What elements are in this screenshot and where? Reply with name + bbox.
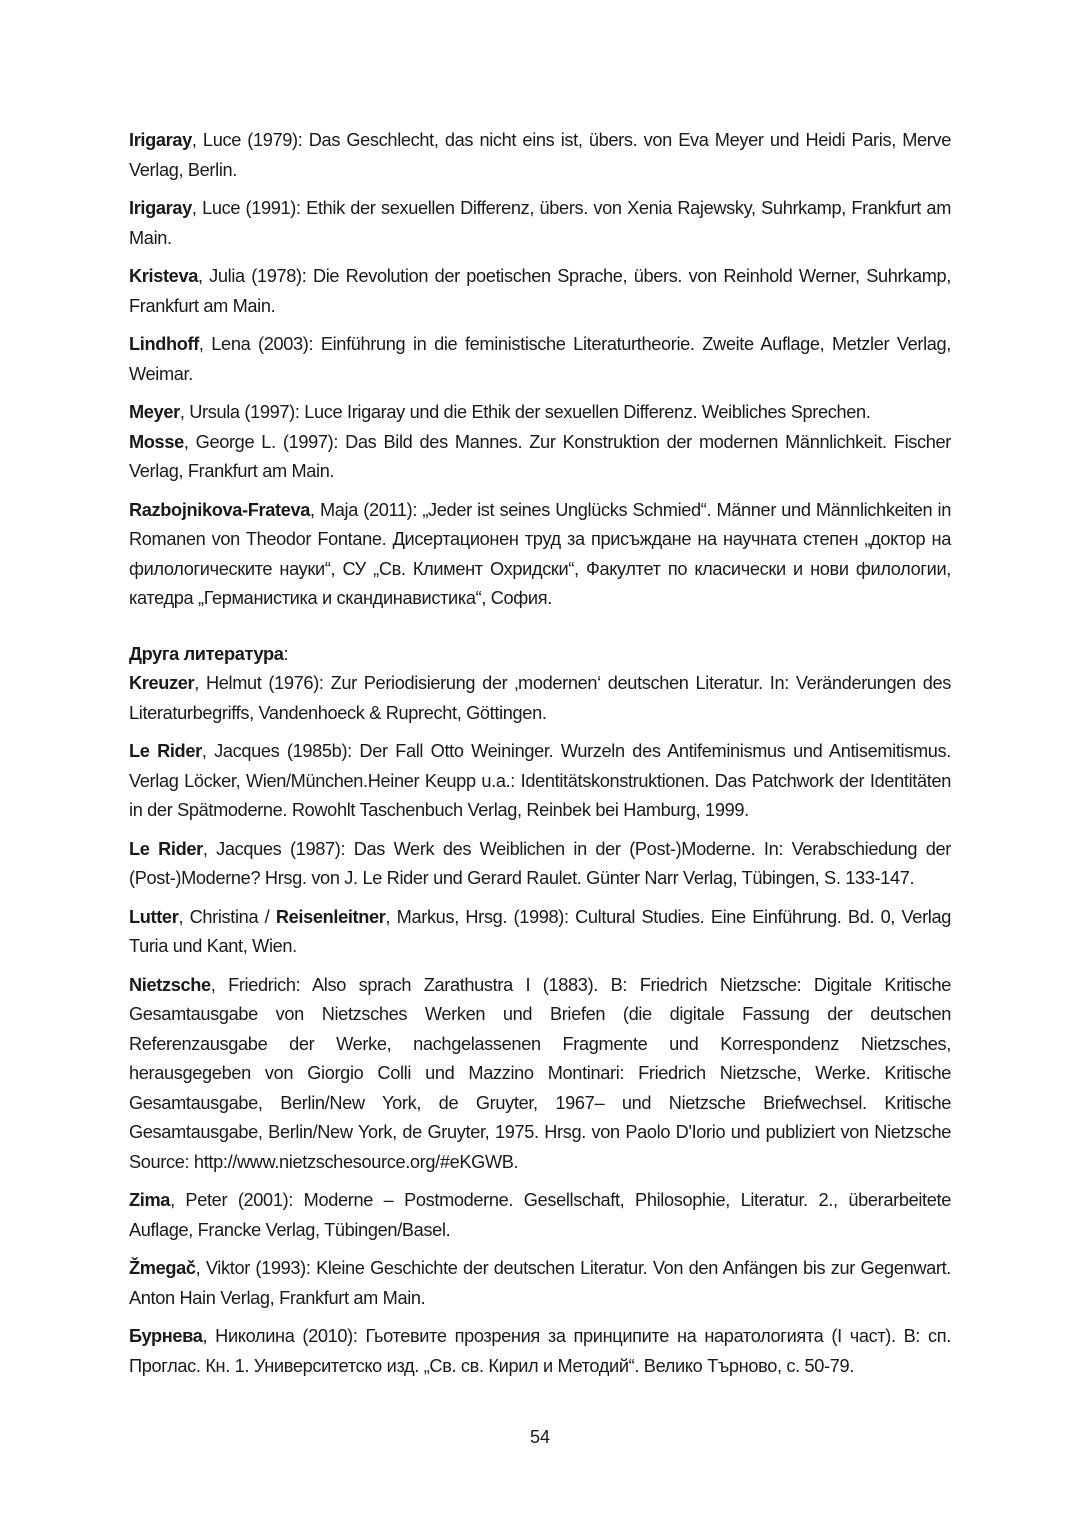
bib-text: , Friedrich: Also sprach Zarathustra I (1883). B: Friedrich Nietzsche: Digitale Kritische Gesamtausgabe von Nietzsches Werken und Briefen (die digitale Fassung der deutschen Referenzausgabe der Werke, nachgelassenen Fragmente und Korrespondenz Nietzsches, herausgegeben von Giorgio Colli und Mazzino Montinari: Friedrich Nietzsche, Werke. Kritische Gesamtausgabe, Berlin/New York, de Gruyter, 1967– und Nietzsche Briefwechsel. Kritische Gesamtausgabe, Berlin/New York, de Gruyter, 1975. Hrsg. von Paolo D'Iorio und publiziert von Nietzsche Source: http://www.nietzschesource.org/#eKGWB.: [129, 974, 951, 1172]
bib-entry-razbojnikova-2011: [129, 496, 951, 614]
bib-author: Бурнева: [129, 1326, 203, 1346]
bib-text: , Jacques (1985b): Der Fall Otto Weininger. Wurzeln des Antifeminismus und Antisemitismus. Verlag Löcker, Wien/München.Heiner Keupp u.a.: Identitätskonstruktionen. Das Patchwork der Identitäten in der Spätmoderne. Rowohlt Taschenbuch Verlag, Reinbek bei Hamburg, 1999.: [129, 741, 952, 820]
bib-entry-kreuzer-1976: [129, 669, 951, 728]
bib-entry-burneva-2010: [129, 1322, 951, 1381]
bib-author: Lutter: [129, 906, 179, 927]
section-heading-other-literature: [129, 640, 951, 670]
bib-author: Le Rider: [129, 741, 202, 761]
bib-author: Zima: [129, 1190, 171, 1210]
bib-text: , Lena (2003): Einführung in die feministische Literaturtheorie. Zweite Auflage, Metzler Verlag, Weimar.: [129, 334, 951, 384]
bib-entry-nietzsche-1883: [129, 971, 951, 1178]
bib-text: , Luce (1979): Das Geschlecht, das nicht eins ist, übers. von Eva Meyer und Heidi Paris, Merve Verlag, Berlin.: [129, 130, 951, 180]
bib-entry-kristeva-1978: [129, 262, 951, 321]
bib-text: , George L. (1997): Das Bild des Mannes. Zur Konstruktion der modernen Männlichkeit. Fischer Verlag, Frankfurt am Main.: [129, 431, 951, 481]
bib-entry-mosse-1997: [129, 428, 951, 487]
bib-text: , Julia (1978): Die Revolution der poetischen Sprache, übers. von Reinhold Werner, Suhrkamp, Frankfurt am Main.: [129, 266, 951, 316]
bib-author: Le Rider: [129, 838, 203, 859]
bib-author: Nietzsche: [129, 974, 211, 995]
bib-entry-zmegac-1993: [129, 1254, 951, 1313]
bib-entry-irigaray-1991: [129, 194, 951, 253]
bib-text: , Maja (2011): „Jeder ist seines Unglücks Schmied“. Männer und Männlichkeiten in Romanen von Theodor Fontane. Дисертационен труд за присъждане на научната степен „доктор на филологическите науки“, СУ „Св. Климент Охридски“, Факултет по класически и нови филологии, катедра „Германистика и скандинавистика“, София.: [129, 499, 951, 608]
bib-author: Mosse: [129, 431, 184, 452]
section-heading-title: Друга литература: [129, 643, 284, 664]
bib-text: , Peter (2001): Moderne – Postmoderne. Gesellschaft, Philosophie, Literatur. 2., überarbeitete Auflage, Francke Verlag, Tübingen/Basel.: [129, 1190, 951, 1240]
bib-author: Irigaray: [129, 130, 192, 150]
bib-author: Žmegač: [129, 1258, 196, 1278]
bib-entry-lutter-1998: [129, 903, 951, 962]
bibliography-page: [129, 126, 951, 1390]
bib-author: Meyer: [129, 402, 180, 422]
bib-author: Kristeva: [129, 266, 198, 286]
bib-author: Lindhoff: [129, 334, 199, 354]
bib-entry-lerider-1985b: [129, 737, 951, 826]
bib-entry-zima-2001: [129, 1186, 951, 1245]
page-number: 54: [529, 1427, 551, 1447]
bib-text: , Viktor (1993): Kleine Geschichte der deutschen Literatur. Von den Anfängen bis zur Gegenwart. Anton Hain Verlag, Frankfurt am Main.: [129, 1258, 951, 1308]
bib-text: , Николина (2010): Гьотевите прозрения за принципите на наратологията (I част). В: сп. Проглас. Кн. 1. Университетско изд. „Св. св. Кирил и Методий“. Велико Търново, с. 50-79.: [129, 1326, 951, 1376]
bib-text: , Luce (1991): Ethik der sexuellen Differenz, übers. von Xenia Rajewsky, Suhrkamp, Frankfurt am Main.: [129, 198, 951, 248]
bib-author: Kreuzer: [129, 673, 195, 693]
bib-author-second: Reisenleitner: [275, 906, 386, 927]
bib-entry-irigaray-1979: [129, 126, 951, 185]
bib-entry-meyer-1997: [129, 398, 951, 428]
bib-text: , Helmut (1976): Zur Periodisierung der ‚modernen‘ deutschen Literatur. In: Veränderungen des Literaturbegriffs, Vandenhoeck & Ruprecht, Göttingen.: [129, 673, 951, 723]
bib-author: Razbojnikova-Frateva: [129, 499, 310, 520]
bib-entry-lerider-1987: [129, 835, 951, 894]
bib-entry-lindhoff-2003: [129, 330, 951, 389]
bib-text: , Jacques (1987): Das Werk des Weiblichen in der (Post-)Moderne. In: Verabschiedung der (Post-)Moderne? Hrsg. von J. Le Rider und Gerard Raulet. Günter Narr Verlag, Tübingen, S. 133-147.: [129, 838, 952, 888]
section-heading-suffix: :: [283, 643, 289, 664]
bib-text: , Ursula (1997): Luce Irigaray und die Ethik der sexuellen Differenz. Weibliches Sprechen.: [179, 402, 871, 422]
bib-text: , Markus, Hrsg. (1998): Cultural Studies. Eine Einführung. Bd. 0, Verlag Turia und Kant, Wien.: [129, 906, 951, 956]
bib-author: Irigaray: [129, 198, 192, 218]
bib-text-mid: , Christina /: [178, 906, 276, 927]
